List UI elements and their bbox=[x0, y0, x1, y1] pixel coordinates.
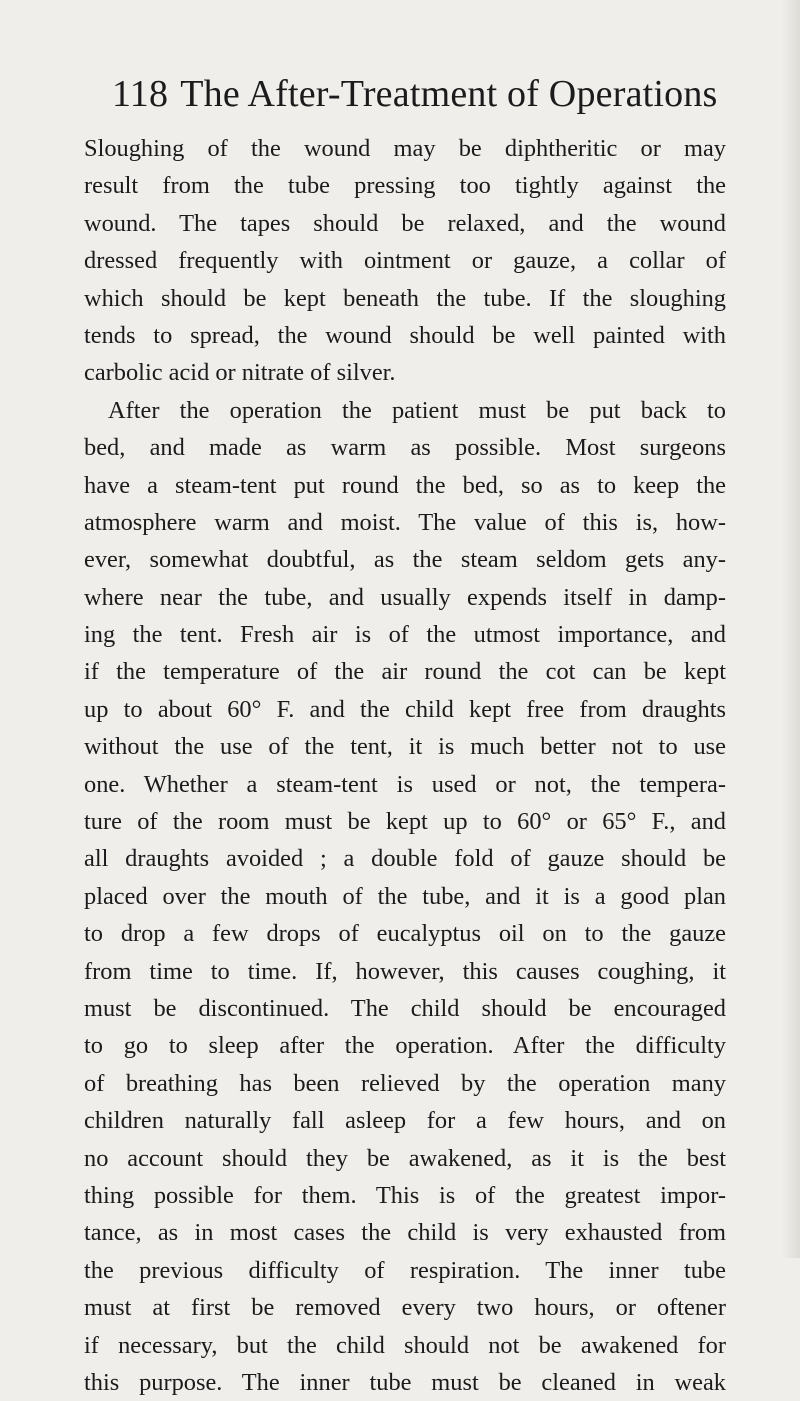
text-line: result from the tube pressing too tightly against the bbox=[84, 172, 726, 200]
text-line: wound. The tapes should be relaxed, and the wound bbox=[84, 209, 726, 237]
text-line: After the operation the patient must be put back to bbox=[108, 396, 726, 424]
text-line: from time to time. If, however, this causes coughing, it bbox=[84, 957, 726, 985]
text-line: atmosphere warm and moist. The value of this is, how- bbox=[84, 508, 726, 536]
text-line: all draughts avoided ; a double fold of gauze should be bbox=[84, 845, 726, 873]
text-line: to go to sleep after the operation. After the difficulty bbox=[84, 1032, 726, 1060]
text-line: children naturally fall asleep for a few hours, and on bbox=[84, 1107, 726, 1135]
text-line: dressed frequently with ointment or gauze, a collar of bbox=[84, 247, 726, 275]
text-line: this purpose. The inner tube must be cleaned in weak bbox=[84, 1368, 726, 1396]
text-line: if the temperature of the air round the cot can be kept bbox=[84, 658, 726, 686]
text-line: no account should they be awakened, as it is the best bbox=[84, 1144, 726, 1172]
text-line: the previous difficulty of respiration. The inner tube bbox=[84, 1256, 726, 1284]
text-line: of breathing has been relieved by the operation many bbox=[84, 1069, 726, 1097]
text-line: ture of the room must be kept up to 60° or 65° F., and bbox=[84, 808, 726, 836]
text-line: bed, and made as warm as possible. Most surgeons bbox=[84, 434, 726, 462]
text-line: to drop a few drops of eucalyptus oil on to the gauze bbox=[84, 920, 726, 948]
running-title: The After-Treatment of Operations bbox=[180, 73, 718, 115]
text-line: ever, somewhat doubtful, as the steam seldom gets any- bbox=[84, 546, 726, 574]
running-head bbox=[112, 72, 752, 116]
text-line: ing the tent. Fresh air is of the utmost importance, and bbox=[84, 621, 726, 649]
text-line: one. Whether a steam-tent is used or not, the tempera- bbox=[84, 770, 726, 798]
text-line: thing possible for them. This is of the greatest impor- bbox=[84, 1181, 726, 1209]
text-line: without the use of the tent, it is much better not to use bbox=[84, 733, 726, 761]
text-line: if necessary, but the child should not be awakened for bbox=[84, 1331, 726, 1359]
text-line: must be discontinued. The child should be encouraged bbox=[84, 994, 726, 1022]
body-text bbox=[84, 130, 726, 1401]
text-line: where near the tube, and usually expends itself in damp- bbox=[84, 583, 726, 611]
text-line: which should be kept beneath the tube. If the sloughing bbox=[84, 284, 726, 312]
text-line: up to about 60° F. and the child kept free from draughts bbox=[84, 695, 726, 723]
text-line: Sloughing of the wound may be diphtheritic or may bbox=[84, 135, 726, 162]
page-edge-shadow bbox=[782, 0, 800, 1258]
text-line: tends to spread, the wound should be well painted with bbox=[84, 321, 726, 349]
page-number: 118 bbox=[112, 73, 169, 115]
text-line: must at first be removed every two hours, or oftener bbox=[84, 1294, 726, 1322]
text-line: placed over the mouth of the tube, and it is a good plan bbox=[84, 882, 726, 910]
text-line: tance, as in most cases the child is very exhausted from bbox=[84, 1219, 726, 1247]
text-line: have a steam-tent put round the bed, so as to keep the bbox=[84, 471, 726, 499]
text-line: carbolic acid or nitrate of silver. bbox=[84, 359, 396, 387]
